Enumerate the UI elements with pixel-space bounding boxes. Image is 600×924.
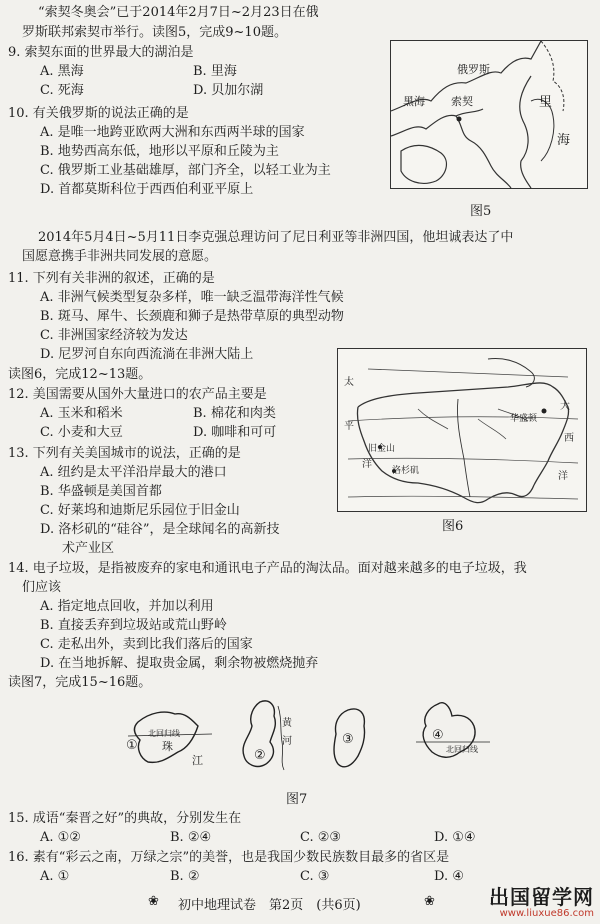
figure-5-map xyxy=(390,40,588,189)
q16-option-a: A. ① xyxy=(40,869,70,884)
q11-option-d: D. 尼罗河自东向西流淌在非洲大陆上 xyxy=(40,347,254,362)
q9-option-b: B. 里海 xyxy=(193,64,237,79)
q12-option-c: C. 小麦和大豆 xyxy=(40,425,123,440)
q10-option-b: B. 地势西高东低，地形以平原和丘陵为主 xyxy=(40,144,279,159)
watermark-logo xyxy=(489,886,594,920)
q13-option-d-line-2: 术产业区 xyxy=(62,541,115,556)
q16-option-d: D. ④ xyxy=(434,869,464,884)
intro-line-1: “索契冬奥会”已于2014年2月7日~2月23日在俄 xyxy=(38,5,319,20)
label-huang: 黄 xyxy=(282,718,292,729)
question-15-stem: 15. 成语“秦晋之好”的典故，分别发生在 xyxy=(8,811,242,826)
label-black-sea: 黑海 xyxy=(403,95,425,108)
label-xi: 西 xyxy=(564,433,574,444)
label-jiang: 江 xyxy=(192,754,203,767)
q15-option-d: D. ①④ xyxy=(434,830,476,845)
q13-option-d-line-1: D. 洛杉矶的“硅谷”，是全球闻名的高新技 xyxy=(40,522,280,537)
intro-q11-line-1: 2014年5月4日~5月11日李克强总理访问了尼日利亚等非洲四国，他坦诚表达了中 xyxy=(38,230,514,245)
label-zhu: 珠 xyxy=(162,740,173,753)
question-14-stem-line-1: 14. 电子垃圾，是指被废弃的家电和通讯电子产品的淘汰品。面对越来越多的电子垃圾，我 xyxy=(8,561,527,576)
q12-option-b: B. 棉花和肉类 xyxy=(193,406,276,421)
label-los-angeles: 洛杉矶 xyxy=(392,466,420,476)
intro-line-2: 罗斯联邦索契市举行。读图5，完成9~10题。 xyxy=(22,25,287,40)
figure-5-caption: 图5 xyxy=(470,204,492,219)
label-yang-2: 洋 xyxy=(558,471,568,482)
q10-option-d: D. 首都莫斯科位于西西伯利亚平原上 xyxy=(40,182,254,197)
q10-option-a: A. 是唯一地跨亚欧两大洲和东西两半球的国家 xyxy=(40,125,305,140)
label-russia: 俄罗斯 xyxy=(457,63,490,76)
watermark-name: 出国留学网 xyxy=(489,885,594,909)
label-ping: 平 xyxy=(344,421,354,432)
usa-map-drawing xyxy=(338,349,586,511)
read-figure-7: 读图7，完成15~16题。 xyxy=(8,675,152,690)
label-yang: 洋 xyxy=(362,459,372,470)
province-outlines-drawing xyxy=(120,692,540,782)
q9-option-a: A. 黑海 xyxy=(40,64,84,79)
q11-option-a: A. 非洲气候类型复杂多样，唯一缺乏温带海洋性气候 xyxy=(40,290,344,305)
q14-option-c: C. 走私出外，卖到比我们落后的国家 xyxy=(40,637,253,652)
label-num-4: ④ xyxy=(432,728,444,743)
q9-option-d: D. 贝加尔湖 xyxy=(193,83,264,98)
label-tropic-1: 北回归线 xyxy=(148,729,180,738)
q16-option-c: C. ③ xyxy=(300,869,330,884)
footer-right-ornament: ❀ xyxy=(424,894,435,909)
question-9-stem: 9. 索契东面的世界最大的湖泊是 xyxy=(8,45,194,60)
watermark-url: www.liuxue86.com xyxy=(499,908,594,919)
q16-option-b: B. ② xyxy=(170,869,200,884)
question-10-stem: 10. 有关俄罗斯的说法正确的是 xyxy=(8,106,189,121)
question-14-stem-line-2: 们应该 xyxy=(22,580,62,595)
question-13-stem: 13. 下列有关美国城市的说法，正确的是 xyxy=(8,446,241,461)
q14-option-b: B. 直接丢弃到垃圾站或荒山野岭 xyxy=(40,618,227,633)
label-num-3: ③ xyxy=(342,732,354,747)
q12-option-d: D. 咖啡和可可 xyxy=(193,425,277,440)
question-16-stem: 16. 素有“彩云之南，万绿之宗”的美誉，也是我国少数民族数目最多的省区是 xyxy=(8,850,450,865)
q14-option-d: D. 在当地拆解、提取贵金属，剩余物被燃烧抛弃 xyxy=(40,656,319,671)
q13-option-a: A. 纽约是太平洋沿岸最大的港口 xyxy=(40,465,227,480)
question-11-stem: 11. 下列有关非洲的叙述，正确的是 xyxy=(8,271,215,286)
label-num-2: ② xyxy=(254,748,266,763)
label-li: 里 xyxy=(539,95,553,110)
label-sochi: 索契 xyxy=(451,95,473,108)
q15-option-b: B. ②④ xyxy=(170,830,212,845)
label-tropic-2: 北回归线 xyxy=(446,745,478,754)
label-he: 河 xyxy=(282,736,292,747)
footer-left-ornament: ❀ xyxy=(148,894,159,909)
figure-6-caption: 图6 xyxy=(442,519,464,534)
label-san-francisco: 旧金山 xyxy=(368,444,396,454)
q11-option-b: B. 斑马、犀牛、长颈鹿和狮子是热带草原的典型动物 xyxy=(40,309,344,324)
label-washington: 华盛顿 xyxy=(510,414,538,424)
figure-6-map xyxy=(337,348,587,512)
question-12-stem: 12. 美国需要从国外大量进口的农产品主要是 xyxy=(8,387,267,402)
q14-option-a: A. 指定地点回收，并加以利用 xyxy=(40,599,214,614)
q13-option-b: B. 华盛顿是美国首都 xyxy=(40,484,162,499)
intro-q11-line-2: 国愿意携手非洲共同发展的意愿。 xyxy=(22,249,218,264)
q9-option-c: C. 死海 xyxy=(40,83,84,98)
read-figure-6: 读图6，完成12~13题。 xyxy=(8,367,152,382)
label-num-1: ① xyxy=(126,738,138,753)
figure-7-maps xyxy=(120,692,540,782)
q12-option-a: A. 玉米和稻米 xyxy=(40,406,123,421)
q13-option-c: C. 好莱坞和迪斯尼乐园位于旧金山 xyxy=(40,503,240,518)
q15-option-c: C. ②③ xyxy=(300,830,342,845)
label-hai: 海 xyxy=(557,133,571,148)
q15-option-a: A. ①② xyxy=(40,830,81,845)
footer-page-info: 初中地理试卷 第2页 (共6页) xyxy=(178,898,361,913)
q10-option-c: C. 俄罗斯工业基础雄厚，部门齐全，以轻工业为主 xyxy=(40,163,331,178)
figure-7-caption: 图7 xyxy=(286,792,308,807)
label-da: 大 xyxy=(560,401,570,412)
label-tai: 太 xyxy=(344,377,354,388)
q11-option-c: C. 非洲国家经济较为发达 xyxy=(40,328,188,343)
